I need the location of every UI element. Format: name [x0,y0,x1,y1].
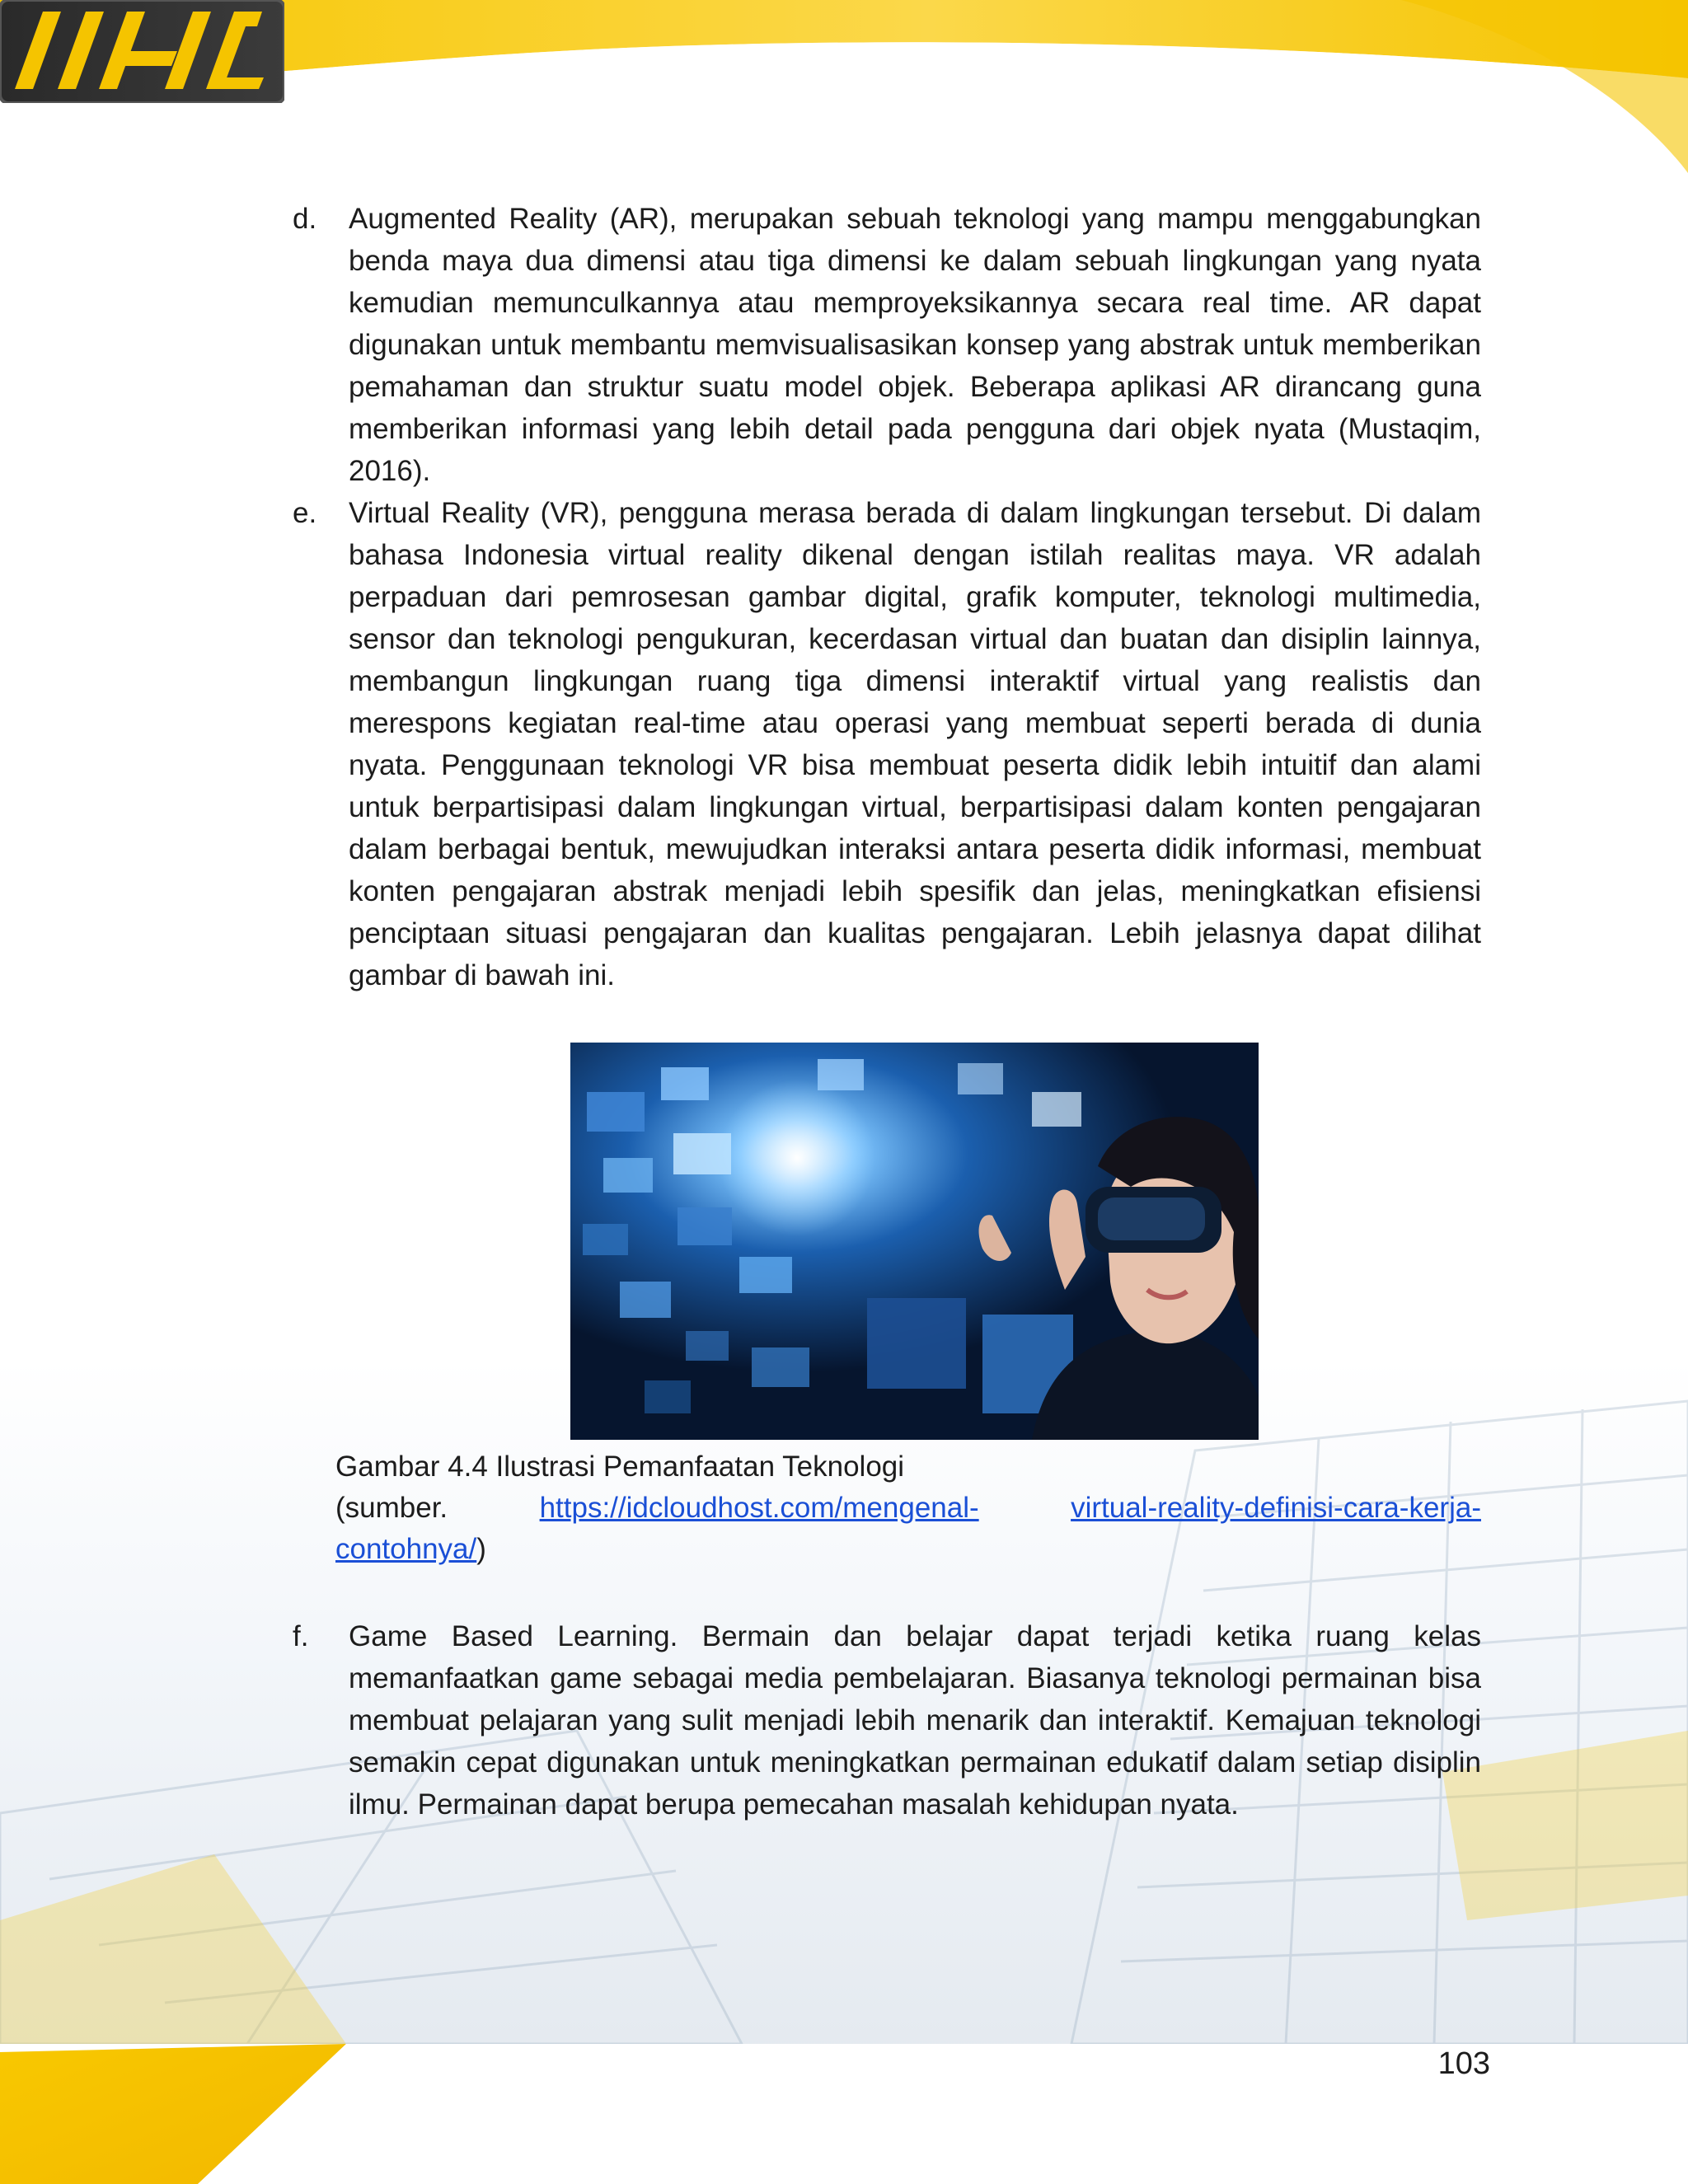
list-item-e [293,492,1481,996]
list-marker: e. [293,497,317,529]
source-link-part-1[interactable]: https://idcloudhost.com/mengenal- [539,1492,979,1524]
list-marker: d. [293,203,317,235]
list-item-d [293,198,1481,492]
main-content [293,198,1481,996]
list-marker: f. [293,1620,309,1652]
source-prefix: (sumber. [335,1492,448,1524]
header-logo [0,0,284,103]
figure-caption: Gambar 4.4 Ilustrasi Pemanfaatan Teknologi [335,1451,905,1483]
list-item-text: Game Based Learning. Bermain dan belajar dapat terjadi ketika ruang kelas memanfaatkan game sebagai media pembelajaran. Biasanya teknologi permainan bisa membuat pelajaran yang sulit menjadi lebih menarik dan interaktif. Kemajuan teknologi semakin cepat digunakan untuk meningkatkan permainan edukatif dalam setiap disiplin ilmu. Permainan dapat berupa pemecahan masalah kehidupan nyata. [349,1620,1481,1821]
figure-caption-block [335,1446,1481,1570]
list-item-f [293,1615,1481,1825]
list-item-f-container [293,1615,1481,1825]
source-link-part-3[interactable]: contohnya/ [335,1533,477,1565]
source-link-part-2[interactable]: virtual-reality-definisi-cara-kerja- [1071,1492,1481,1524]
figure-source-line-2 [335,1529,1481,1570]
figure-source-line [335,1488,1481,1529]
page-number: 103 [1437,2046,1490,2081]
list-item-text: Augmented Reality (AR), merupakan sebuah teknologi yang mampu menggabungkan benda maya dua dimensi atau tiga dimensi ke dalam sebuah lingkungan yang nyata kemudian memunculkannya atau memproyeksikannya secara real time. AR dapat digunakan untuk membantu memvisualisasikan konsep yang abstrak untuk memberikan pemahaman dan struktur suatu model objek. Beberapa aplikasi AR dirancang guna memberikan informasi yang lebih detail pada pengguna dari objek nyata (Mustaqim, 2016). [349,203,1481,487]
list-item-text: Virtual Reality (VR), pengguna merasa berada di dalam lingkungan tersebut. Di dalam bahasa Indonesia virtual reality dikenal dengan istilah realitas maya. VR adalah perpaduan dari pemrosesan gambar digital, grafik komputer, teknologi multimedia, sensor dan teknologi pengukuran, kecerdasan virtual dan buatan dan disiplin lainnya, membangun lingkungan ruang tiga dimensi interaktif virtual yang realistis dan merespons kegiatan real-time atau operasi yang membuat seperti berada di dunia nyata. Penggunaan teknologi VR bisa membuat peserta didik lebih intuitif dan alami untuk berpartisipasi dalam lingkungan virtual, berpartisipasi dalam konten pengajaran dalam berbagai bentuk, mewujudkan interaksi antara peserta didik informasi, membuat konten pengajaran abstrak menjadi lebih spesifik dan jelas, meningkatkan efisiensi penciptaan situasi pengajaran dan kualitas pengajaran. Lebih jelasnya dapat dilihat gambar di bawah ini. [349,497,1481,991]
vr-illustration-image [570,1043,1259,1440]
vr-illustration-figure [570,1043,1259,1440]
source-suffix: ) [476,1533,486,1565]
